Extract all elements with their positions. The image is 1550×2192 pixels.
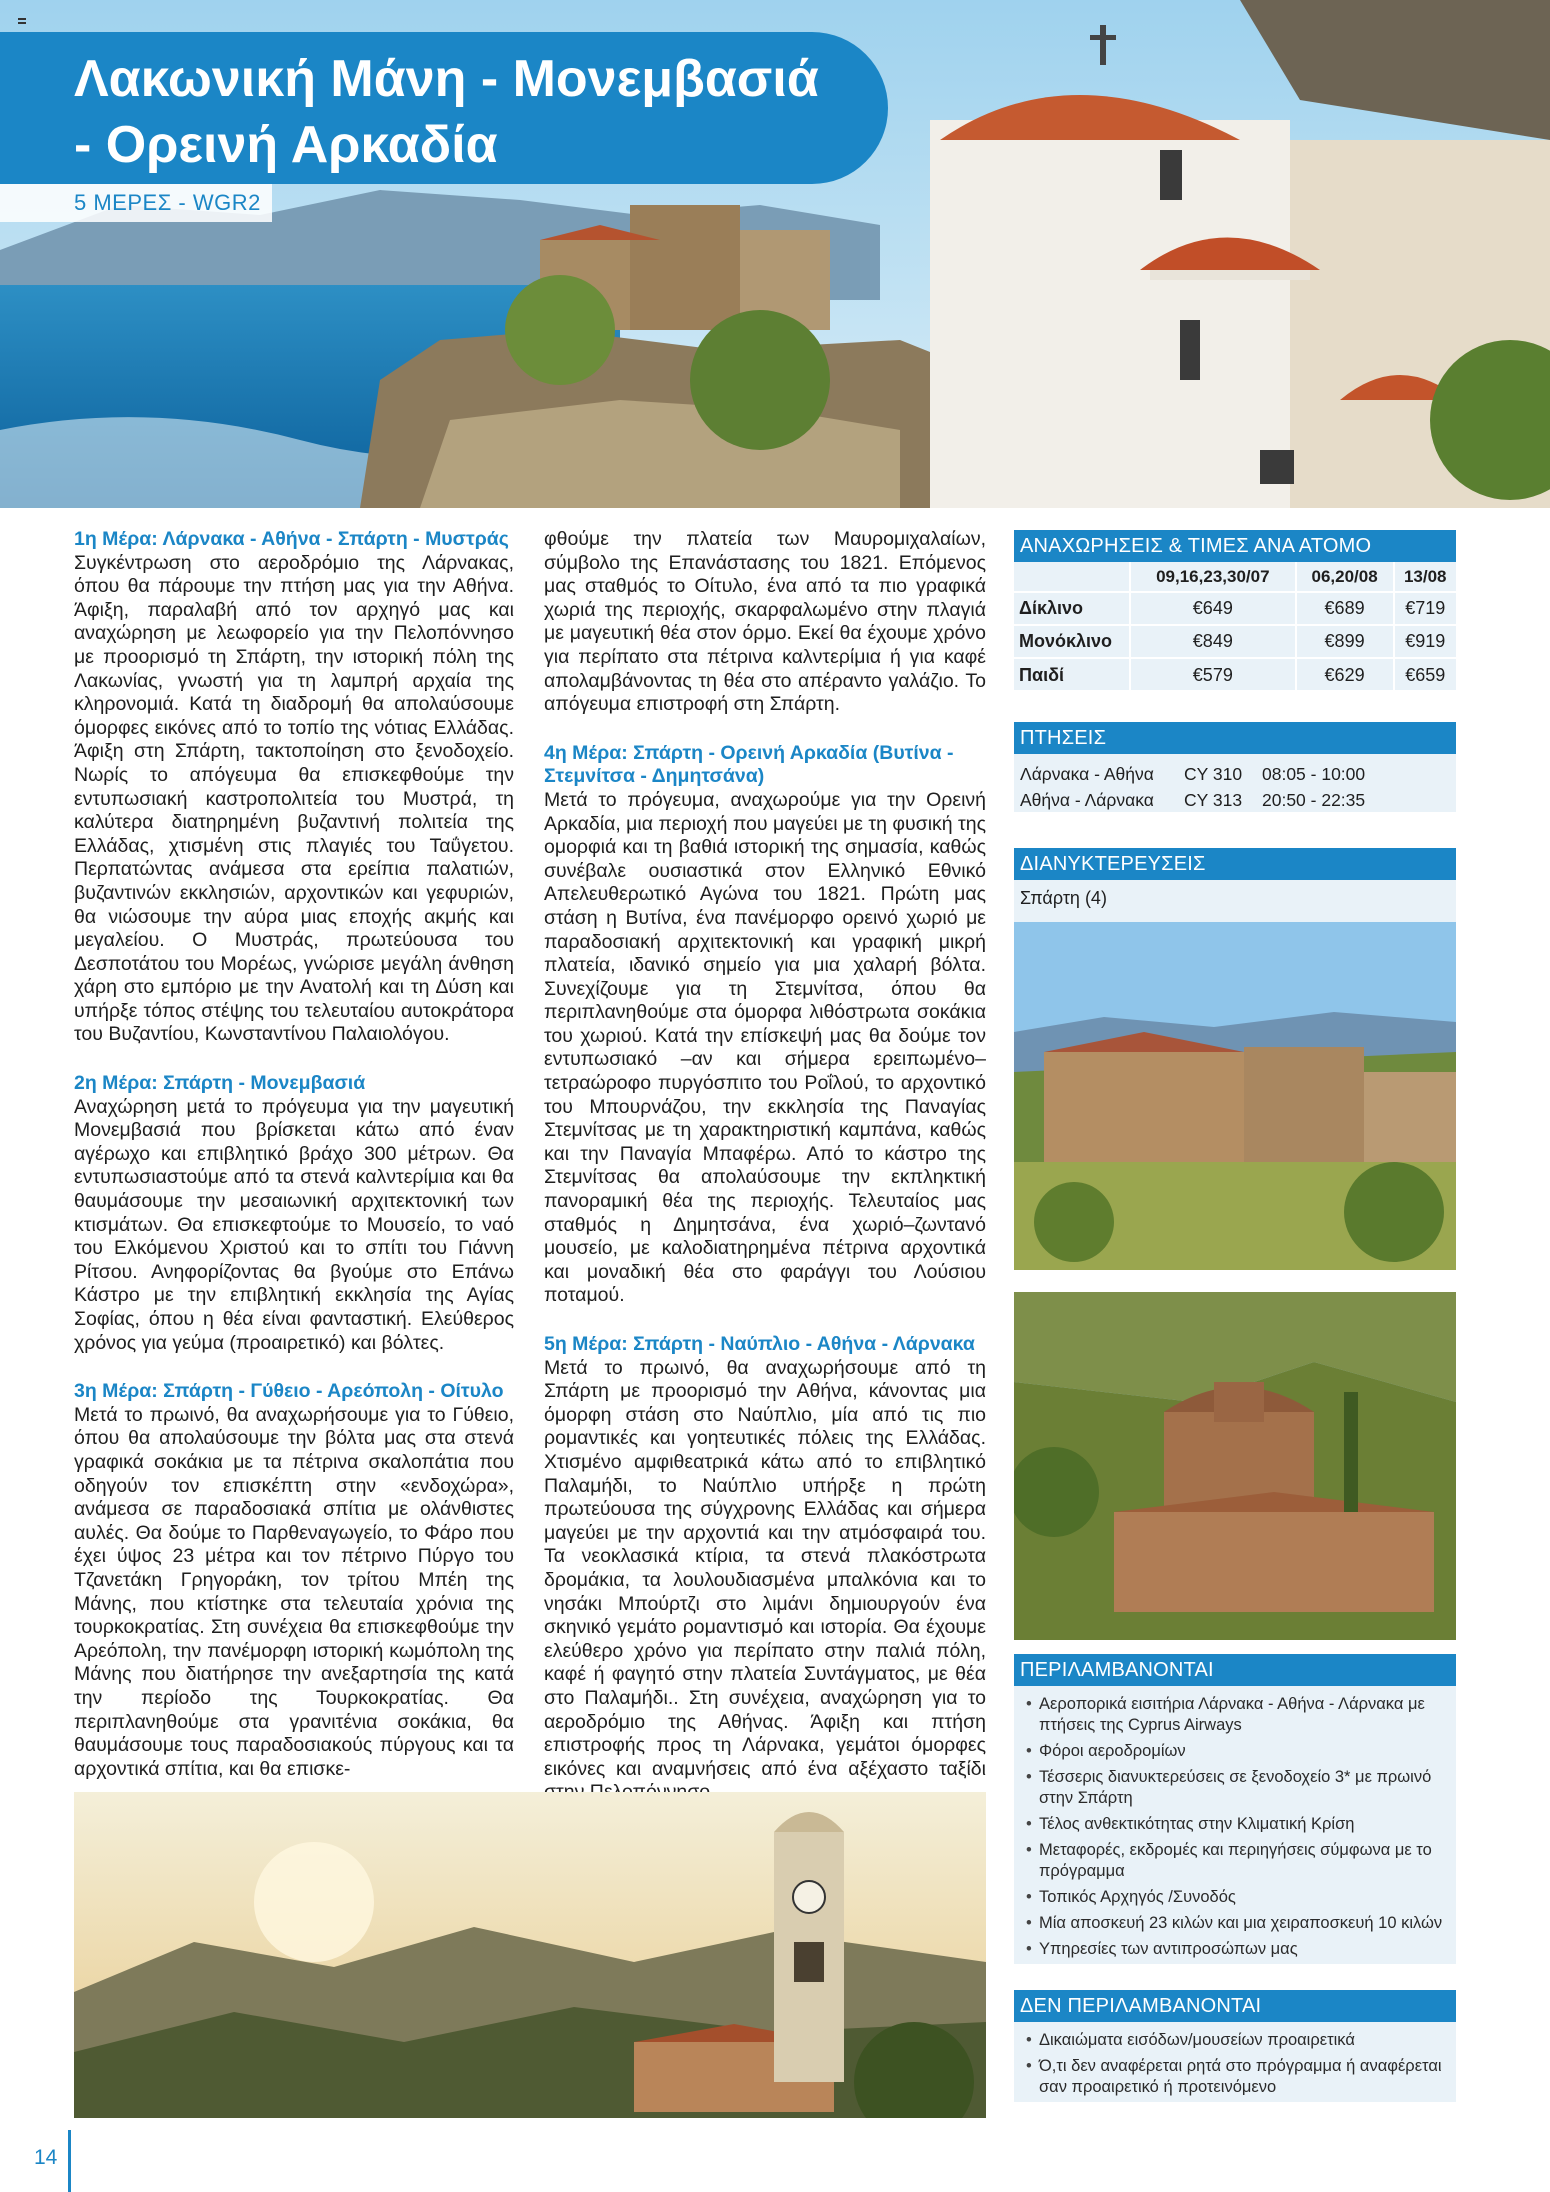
page-number-bar [68, 2130, 71, 2192]
day-5-heading: 5η Μέρα: Σπάρτη - Ναύπλιο - Αθήνα - Λάρνακα [544, 1333, 975, 1355]
list-item: • Φόροι αεροδρομίων [1026, 1741, 1448, 1762]
itinerary-column-1 [74, 528, 514, 1806]
list-item: • Τέσσερις διανυκτερεύσεις σε ξενοδοχείο 3* με πρωινό στην Σπάρτη [1026, 1767, 1448, 1809]
day-3-text-continued: φθούμε την πλατεία των Μαυρομιχαλαίων, σύμβολο της Επανάστασης του 1821. Επόμενος μας σταθμός το Οίτυλο, ένα από τα πιο γραφικά χωριά της περιοχής, σκαρφαλωμένο στην πλαγιά με μαγευτική θέα στον όρμο. Εκεί θα έχουμε χρόνο για περίπατο στα πέτρινα καλντερίμια ή για καφέ απολαμβάνοντας τη θέα στο απέραντο γαλάζιο. Το απόγευμα επιστροφή στη Σπάρτη. [544, 528, 986, 716]
monastery-illustration [1014, 1292, 1456, 1640]
day-4-text: Μετά το πρόγευμα, αναχωρούμε για την Ορεινή Αρκαδία, μια περιοχή που μαγεύει με τη φυσική της ομορφιά και τη βαθιά ιστορική της σημασία, καθώς συνέβαλε ουσιαστικά στον Ελληνικό Εθνικό Απελευθερωτικό Αγώνα του 1821. Πρώτη μας στάση η Βυτίνα, ένα πανέμορφο ορεινό χωριό με παραδοσιακή αρχιτεκτονική και γραφική μικρή πλατεία, ιδανικό σημείο για μια χαλαρή βόλτα. Συνεχίζουμε για τη Στεμνίτσα, όπου θα περιπλανηθούμε στα όμορφα λιθόστρωτα σοκάκια του χωριού. Κατά την επίσκεψή μας θα δούμε τον εντυπωσιακό –αν και σήμερα ερειπωμένο– τετραώροφο πυργόσπιτο του Ροΐλού, το αρχοντικό του Μπουρνάζου, την εκκλησία της Παναγίας Στεμνίτσας με τη χαρακτηριστική καμπάνα, καθώς και την Παναγία Μπαφέρω. Από το κάστρο της Στεμνίτσας θα απολαύσουμε την εκπληκτική πανοραμική θέα της περιοχής. Τελευταίος μας σταθμός η Δημητσάνα, ένα χωριό–ζωντανό μουσείο, με καλοδιατηρημένα πέτρινα αρχοντικά και μοναδική θέα στο φαράγγι του Λούσιου ποταμού. [544, 788, 986, 1307]
day-2-heading: 2η Μέρα: Σπάρτη - Μονεμβασιά [74, 1072, 366, 1095]
price-table [1014, 562, 1456, 691]
stays-header: ΔΙΑΝΥΚΤΕΡΕΥΣΕΙΣ [1014, 848, 1456, 880]
price-col-1: 09,16,23,30/07 [1130, 562, 1296, 592]
title-line-2: - Ορεινή Αρκαδία [74, 116, 498, 174]
flight-row-return [1014, 788, 1456, 812]
menu-icon [18, 18, 26, 24]
flights-header: ΠΤΗΣΕΙΣ [1014, 722, 1456, 754]
price-corner [1014, 562, 1130, 592]
stays-text: Σπάρτη (4) [1020, 888, 1107, 908]
flight-code: CY 313 [1184, 790, 1243, 810]
day-5 [544, 1333, 986, 1805]
flight-time: 08:05 - 10:00 [1262, 764, 1366, 784]
list-item: • Τέλος ανθεκτικότητας στην Κλιματική Κρίση [1026, 1814, 1448, 1835]
day-3-continued [544, 528, 986, 717]
list-item: • Ό,τι δεν αναφέρεται ρητά στο πρόγραμμα ή αναφέρεται σαν προαιρετικό ή προτεινόμενο [1026, 2056, 1448, 2098]
price-row-child [1014, 658, 1456, 691]
day-1-text: Συγκέντρωση στο αεροδρόμιο της Λάρνακας, όπου θα πάρουμε την πτήση μας για την Αθήνα. Άφιξη, παραλαβή από τον αρχηγό μας και αναχώρηση με λεωφορείο για την Πελοπόννησο με προορισμό τη Σπάρτη, την ιστορική πόλη της Λακωνίας, γνωστή για τη λαμπρή αρχαία της κληρονομιά. Κατά τη διαδρομή θα απολαύσουμε όμορφες εικόνες από το τοπίο της νότιας Ελλάδας. Άφιξη στη Σπάρτη, τακτοποίηση στο ξενοδοχείο. Νωρίς το απόγευμα θα επισκεφθούμε την εντυπωσιακή καστροπολιτεία του Μυστρά, τη καλύτερα διατηρημένη βυζαντινή πολιτεία της Ελλάδας, χτισμένη στις πλαγιές του Ταΰγετου. Περπατώντας ανάμεσα στα ερείπια παλατιών, βυζαντινών εκκλησιών, αρχοντικών και γεφυριών, θα νιώσουμε την αύρα μιας εποχής ακμής και μεγαλείου. Ο Μυστράς, πρωτεύουσα του Δεσποτάτου του Μορέως, γνώρισε μεγάλη άνθηση χάρη στο εμπόριο με την Ανατολή και τη Δύση και υπήρξε τόπος στέψης του τελευταίου αυτοκράτορα του Βυζαντίου, Κωνσταντίνου Παλαιολόγου. [74, 551, 514, 1046]
itinerary-column-2 [544, 528, 986, 1830]
price-row-single [1014, 625, 1456, 658]
excluded-header: ΔΕΝ ΠΕΡΙΛΑΜΒΑΝΟΝΤΑΙ [1014, 1990, 1456, 2022]
excluded-panel [1014, 1990, 1456, 2102]
price-row-label: Μονόκλινο [1014, 625, 1130, 658]
prices-header: ΑΝΑΧΩΡΗΣΕΙΣ & ΤΙΜΕΣ ΑΝΑ ΑΤΟΜΟ [1014, 530, 1456, 562]
village-photo [74, 1792, 986, 2118]
day-3 [74, 1380, 514, 1781]
price-col-2: 06,20/08 [1296, 562, 1394, 592]
price-cell: €719 [1394, 592, 1457, 625]
price-cell: €899 [1296, 625, 1394, 658]
included-panel [1014, 1654, 1456, 1964]
page-title [74, 46, 874, 178]
flight-time: 20:50 - 22:35 [1262, 790, 1366, 810]
day-4-heading: 4η Μέρα: Σπάρτη - Ορεινή Αρκαδία (Βυτίνα - Στεμνίτσα - Δημητσάνα) [544, 741, 954, 788]
price-cell: €689 [1296, 592, 1394, 625]
page-number: 14 [34, 2146, 58, 2169]
price-cell: €659 [1394, 658, 1457, 691]
included-header: ΠΕΡΙΛΑΜΒΑΝΟΝΤΑΙ [1014, 1654, 1456, 1686]
list-item: • Μεταφορές, εκδρομές και περιηγήσεις σύμφωνα με το πρόγραμμα [1026, 1840, 1448, 1882]
mystras-photo [1014, 922, 1456, 1270]
included-list [1014, 1686, 1456, 1960]
flight-route: Αθήνα - Λάρνακα [1020, 790, 1154, 810]
excluded-list [1014, 2022, 1456, 2098]
list-item: • Μία αποσκευή 23 κιλών και μια χειραποσκευή 10 κιλών [1026, 1913, 1448, 1934]
day-4 [544, 742, 986, 1308]
stays-panel [1014, 848, 1456, 922]
list-item: • Αεροπορικά εισιτήρια Λάρνακα - Αθήνα - Λάρνακα με πτήσεις της Cyprus Airways [1026, 1694, 1448, 1736]
price-row-double [1014, 592, 1456, 625]
flights-panel [1014, 722, 1456, 812]
mystras-illustration [1014, 922, 1456, 1270]
monastery-photo [1014, 1292, 1456, 1640]
day-3-text: Μετά το πρωινό, θα αναχωρήσουμε για το Γύθειο, όπου θα απολαύσουμε την βόλτα μας στα στενά γραφικά σοκάκια με τα πέτρινα σκαλοπάτια που οδηγούν τον επισκέπτη στην «ενδοχώρα», ανάμεσα σε παραδοσιακά σπίτια με ολάνθιστες αυλές. Θα δούμε το Παρθεναγωγείο, το Φάρο που έχει ύψος 23 μέτρα και τον πέτρινο Πύργο του Τζανετάκη Γρηγοράκη, τον τρίτου Μπέη της Μάνης, που κτίστηκε στα τελευταία χρόνια της τουρκοκρατίας. Στη συνέχεια θα επισκεφθούμε την Αρεόπολη, την πανέμορφη ιστορική κωμόπολη της Μάνης που διατήρησε την ανεξαρτησία της κατά την περίοδο της Τουρκοκρατίας. Θα περιπλανηθούμε στα γρανιτένια σοκάκια, θα θαυμάσουμε τους παραδοσιακούς πύργους και τα αρχοντικά σπίτια, και θα επισκε- [74, 1403, 514, 1780]
day-2 [74, 1072, 514, 1355]
price-row-label: Δίκλινο [1014, 592, 1130, 625]
day-1 [74, 528, 514, 1047]
price-cell: €919 [1394, 625, 1457, 658]
village-illustration [74, 1792, 986, 2118]
list-item: • Δικαιώματα εισόδων/μουσείων προαιρετικά [1026, 2030, 1448, 2051]
flight-code: CY 310 [1184, 764, 1243, 784]
price-cell: €649 [1130, 592, 1296, 625]
prices-panel [1014, 530, 1456, 690]
list-item: • Τοπικός Αρχηγός /Συνοδός [1026, 1887, 1448, 1908]
title-line-1: Λακωνική Μάνη - Μονεμβασιά [74, 50, 819, 108]
price-cell: €579 [1130, 658, 1296, 691]
list-item: • Υπηρεσίες των αντιπροσώπων μας [1026, 1939, 1448, 1960]
price-cell: €629 [1296, 658, 1394, 691]
price-row-label: Παιδί [1014, 658, 1130, 691]
day-2-text: Αναχώρηση μετά το πρόγευμα για την μαγευτική Μονεμβασιά που βρίσκεται κάτω από έναν αγέρωχο και επιβλητικό βράχο 300 μέτρων. Θα εντυπωσιαστούμε από τα στενά καλντερίμια και θα θαυμάσουμε την μεσαιωνική αρχιτεκτονική των κτισμάτων. Θα επισκεφτούμε το Μουσείο, το ναό του Ελκόμενου Χριστού και το σπίτι του Γιάννη Ρίτσου. Ανηφορίζοντας θα βγούμε στο Επάνω Κάστρο με την επιβλητική εκκλησία της Αγίας Σοφίας, όπου η θέα είναι φανταστική. Ελεύθερος χρόνος για γεύμα (προαιρετικό) και βόλτες. [74, 1095, 514, 1354]
day-5-text: Μετά το πρωινό, θα αναχωρήσουμε από τη Σπάρτη με προορισμό την Αθήνα, κάνοντας μια όμορφη στάση στο Ναύπλιο, μία από τις πιο ρομαντικές και γοητευτικές πόλεις της Ελλάδας. Χτισμένο αμφιθεατρικά κάτω από το επιβλητικό Παλαμήδι, το Ναύπλιο υπήρξε η πρώτη πρωτεύουσα της σύγχρονης Ελλάδας και σήμερα μαγεύει με την αρχοντιά και την ατμόσφαιρά του. Τα νεοκλασικά κτίρια, τα στενά πλακόστρωτα δρομάκια, τα λουλουδιασμένα μπαλκόνια και το νησάκι Μπούρτζι στο λιμάνι δημιουργούν ένα σκηνικό γεμάτο ρομαντισμό και ιστορία. Θα έχουμε ελεύθερο χρόνο για περίπατο στην παλιά πόλη, καφέ ή φαγητό στην πλατεία Συντάγματος, με θέα στο Παλαμήδι.. Στη συνέχεια, αναχώρηση για το αεροδρόμιο της Αθήνας. Άφιξη και πτήση επιστροφής προς τη Λάρνακα, γεμάτοι όμορφες εικόνες και αναμνήσεις από ένα αξέχαστο ταξίδι [544, 1356, 986, 1780]
price-cell: €849 [1130, 625, 1296, 658]
flight-row-outbound [1014, 762, 1456, 786]
day-1-heading: 1η Μέρα: Λάρνακα - Αθήνα - Σπάρτη - Μυστράς [74, 528, 509, 550]
flight-route: Λάρνακα - Αθήνα [1020, 764, 1154, 784]
price-header-row [1014, 562, 1456, 592]
price-col-3: 13/08 [1403, 566, 1447, 586]
day-3-heading: 3η Μέρα: Σπάρτη - Γύθειο - Αρεόπολη - Οίτυλο [74, 1380, 504, 1403]
tour-code: 5 ΜΕΡΕΣ - WGR2 [74, 190, 261, 215]
